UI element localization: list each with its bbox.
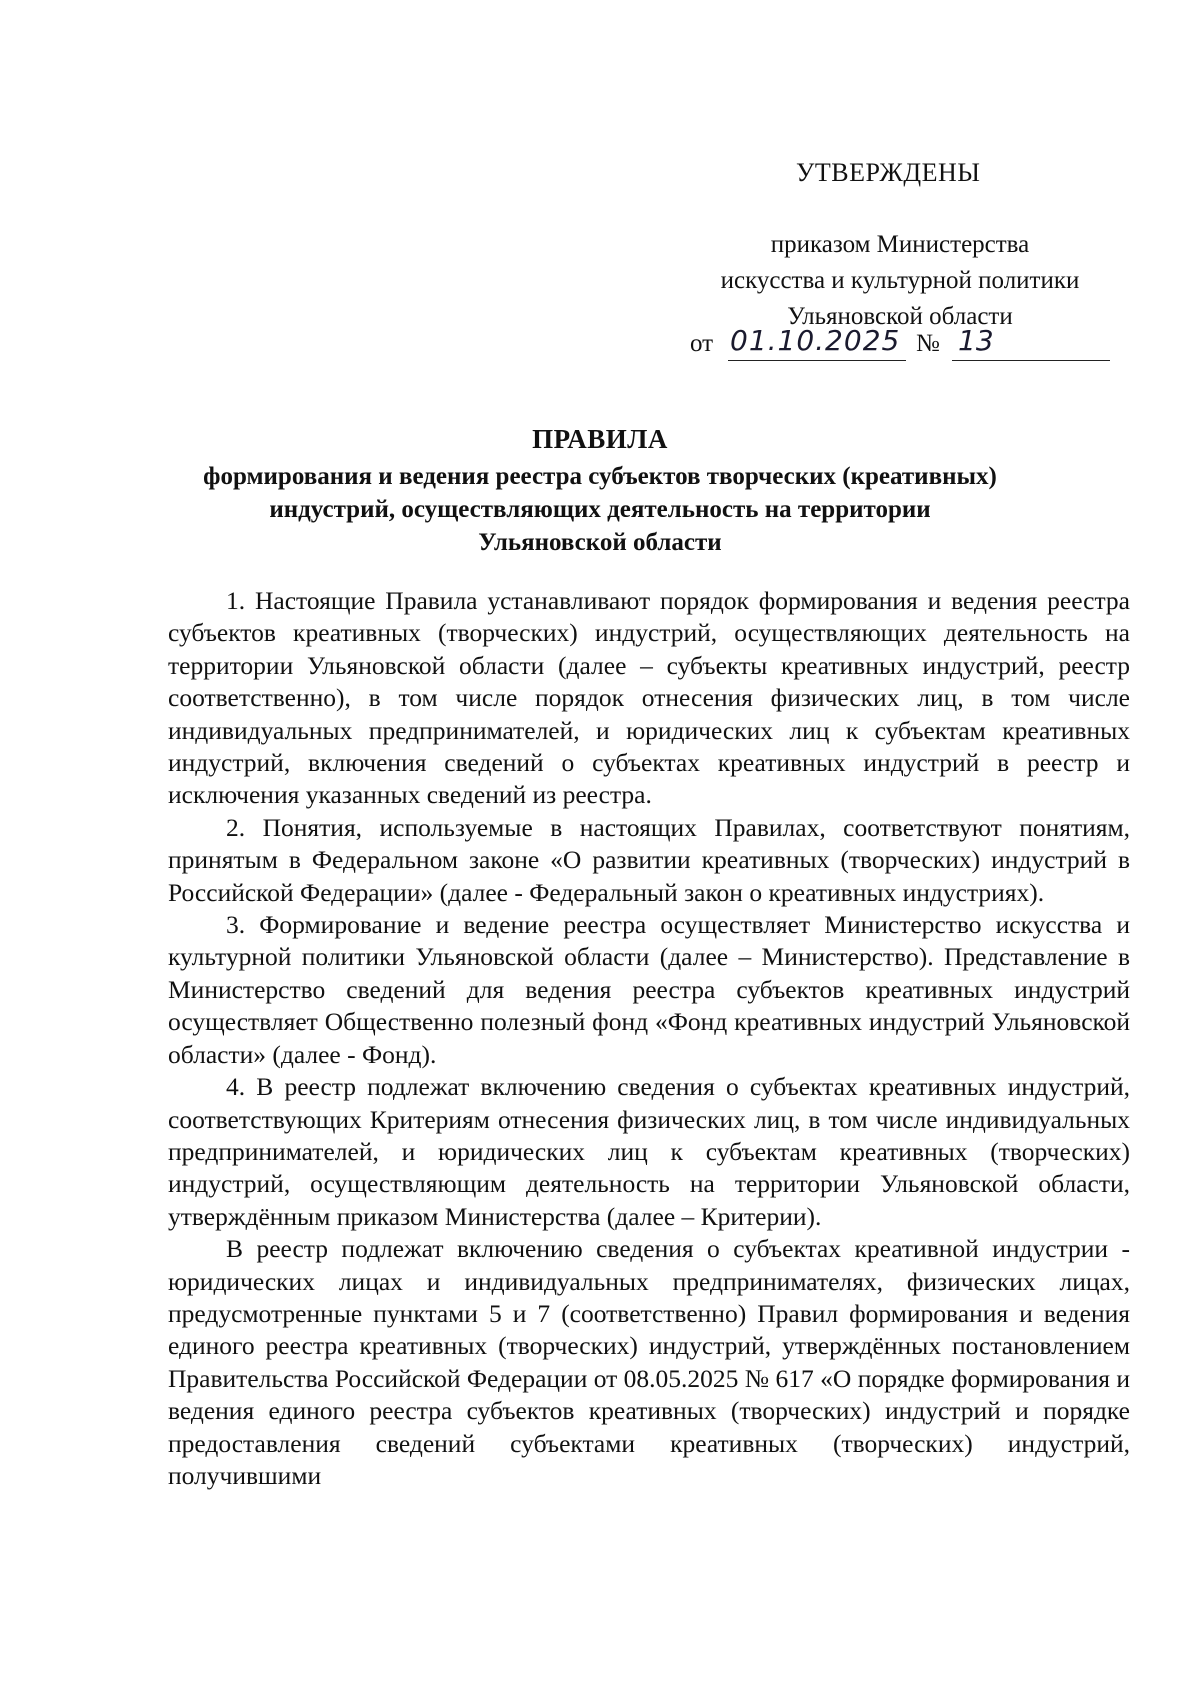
order-date-number-row	[690, 326, 1110, 366]
paragraph-2: 2. Понятия, используемые в настоящих Правилах, соответствуют понятиям, принятым в Федеральном законе «О развитии креативных (творческих) индустрий в Российской Федерации» (далее - Федеральный закон о креативных индустриях).	[168, 812, 1130, 907]
approval-lines	[680, 228, 1120, 336]
date-underline	[728, 360, 906, 361]
approval-line: Ульяновской области	[787, 303, 1013, 330]
date-label: от	[690, 330, 714, 357]
paragraph-5: В реестр подлежат включению сведения о субъектах креативной индустрии - юридических лицах и индивидуальных предпринимателях, физических лицах, предусмотренные пунктами 5 и 7 (соответственно) Правил формирования и ведения единого реестра креативных (творческих) индустрий, утверждённых постановлением Правительства Российской Федерации от 08.05.2025 № 617 «О порядке формирования и ведения единого реестра субъектов креативных (творческих) индустрий и порядке предоставления сведений субъектами креативных (творческих) индустрий, получившими	[168, 1234, 1130, 1490]
document-subtitle	[160, 460, 1040, 559]
paragraph-1: 1. Настоящие Правила устанавливают порядок формирования и ведения реестра субъектов креативных (творческих) индустрий, осуществляющих деятельность на территории Ульяновской области (далее – субъекты креативных индустрий, реестр соответственно), в том числе порядок отнесения физических лиц, в том числе индивидуальных предпринимателей, и юридических лиц к субъектам креативных индустрий, включения сведений о субъектах креативных индустрий в реестр и исключения указанных сведений из реестра.	[168, 586, 1130, 810]
handwritten-date: 01.10.2025	[730, 324, 901, 357]
document-title-block	[160, 424, 1040, 559]
number-label: №	[916, 330, 940, 357]
subtitle-line: формирования и ведения реестра субъектов творческих (креативных)	[203, 463, 997, 490]
document-title: ПРАВИЛА	[532, 424, 668, 454]
paragraph-3: 3. Формирование и ведение реестра осуществляет Министерство искусства и культурной политики Ульяновской области (далее – Министерство). Представление в Министерство сведений для ведения реестра субъектов креативных индустрий осуществляет Общественно полезный фонд «Фонд креативных индустрий Ульяновской области» (далее - Фонд).	[168, 910, 1130, 1069]
subtitle-line: индустрий, осуществляющих деятельность на территории	[269, 496, 931, 523]
number-underline	[952, 360, 1110, 361]
subtitle-line: Ульяновской области	[478, 529, 722, 556]
document-body	[168, 585, 1130, 1492]
approval-heading: УТВЕРЖДЕНЫ	[796, 158, 981, 187]
approval-line: приказом Министерства	[770, 231, 1030, 258]
approval-line: искусства и культурной политики	[720, 267, 1080, 294]
handwritten-number: 13	[958, 324, 994, 357]
paragraph-4: 4. В реестр подлежат включению сведения о субъектах креативных индустрий, соответствующих Критериям отнесения физических лиц, в том числе индивидуальных предпринимателей, и юридических лиц к субъектам креативных (творческих) индустрий, осуществляющим деятельность на территории Ульяновской области, утверждённым приказом Министерства (далее – Критерии).	[168, 1072, 1130, 1231]
